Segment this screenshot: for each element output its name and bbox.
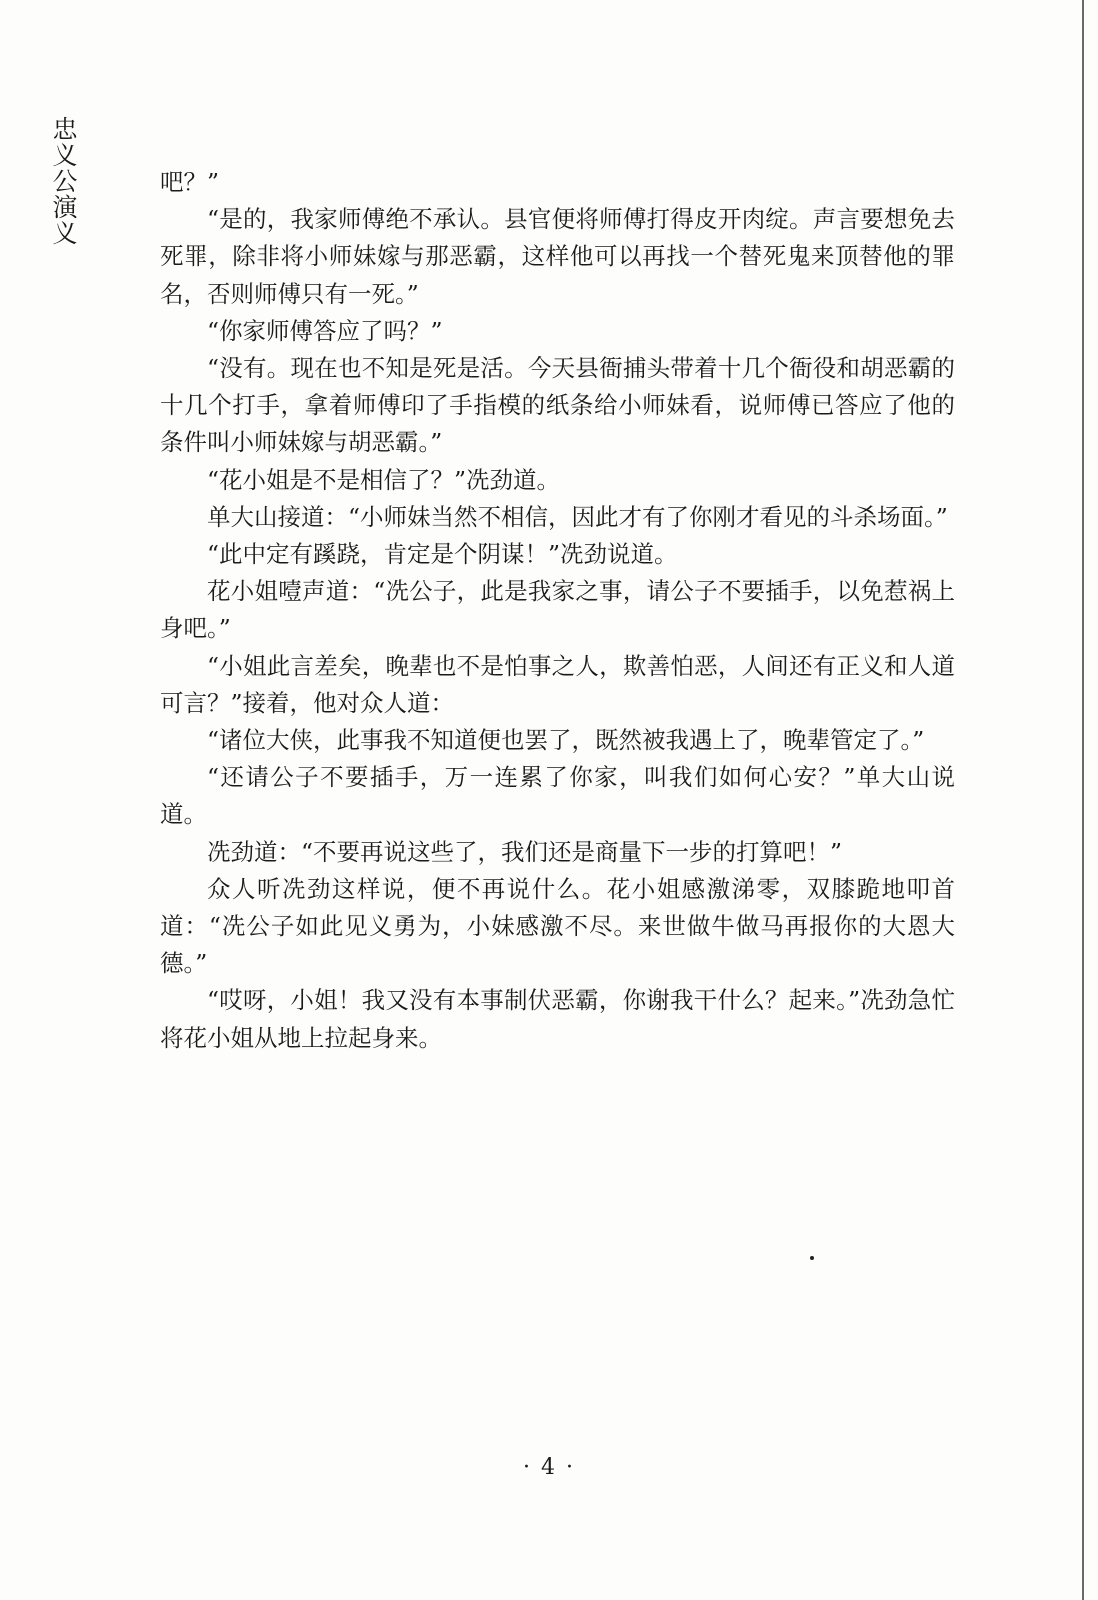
paragraph-4: “没有。现在也不知是死是活。今天县衙捕头带着十几个衙役和胡恶霸的十几个打手，拿着师傅印了手指模的纸条给小师妹看，说师傅已答应了他的条件叫小师妹嫁与胡恶霸。” <box>160 354 955 457</box>
paragraph-14: “哎呀，小姐！我又没有本事制伏恶霸，你谢我干什么？起来。”冼劲急忙将花小姐从地上拉起身来。 <box>160 986 955 1052</box>
paragraph-13: 众人听冼劲这样说，便不再说什么。花小姐感激涕零，双膝跪地叩首道：“冼公子如此见义勇为，小妹感激不尽。来世做牛做马再报你的大恩大德。” <box>160 874 955 978</box>
page-number: · 4 · <box>523 1455 575 1480</box>
paragraph-9: “小姐此言差矣，晚辈也不是怕事之人，欺善怕恶，人间还有正义和人道可言？”接着，他对众人道： <box>160 651 955 717</box>
body-text <box>160 164 955 1057</box>
paragraph-1: 吧？” <box>160 168 220 196</box>
paragraph-12: 冼劲道：“不要再说这些了，我们还是商量下一步的打算吧！” <box>207 837 843 866</box>
scan-speck <box>810 1256 814 1260</box>
paragraph-11: “还请公子不要插手，万一连累了你家，叫我们如何心安？”单大山说道。 <box>160 763 955 829</box>
paragraph-6: 单大山接道：“小师妹当然不相信，因此才有了你刚才看见的斗杀场面。” <box>207 502 948 531</box>
page-edge-line <box>1082 0 1084 1600</box>
paragraph-3: “你家师傅答应了吗？” <box>207 316 443 345</box>
paragraph-7: “此中定有蹊跷，肯定是个阴谋！”冼劲说道。 <box>207 540 678 569</box>
paragraph-10: “诸位大侠，此事我不知道便也罢了，既然被我遇上了，晚辈管定了。” <box>207 726 925 755</box>
paragraph-8: 花小姐噎声道：“冼公子，此是我家之事，请公子不要插手，以免惹祸上身吧。” <box>160 577 955 643</box>
running-head-book-title: 忠义公演义 <box>49 116 78 246</box>
paragraph-2: “是的，我家师傅绝不承认。县官便将师傅打得皮开肉绽。声言要想免去死罪，除非将小师妹嫁与那恶霸，这样他可以再找一个替死鬼来顶替他的罪名，否则师傅只有一死。” <box>160 205 955 308</box>
paragraph-5: “花小姐是不是相信了？”冼劲道。 <box>207 465 561 494</box>
